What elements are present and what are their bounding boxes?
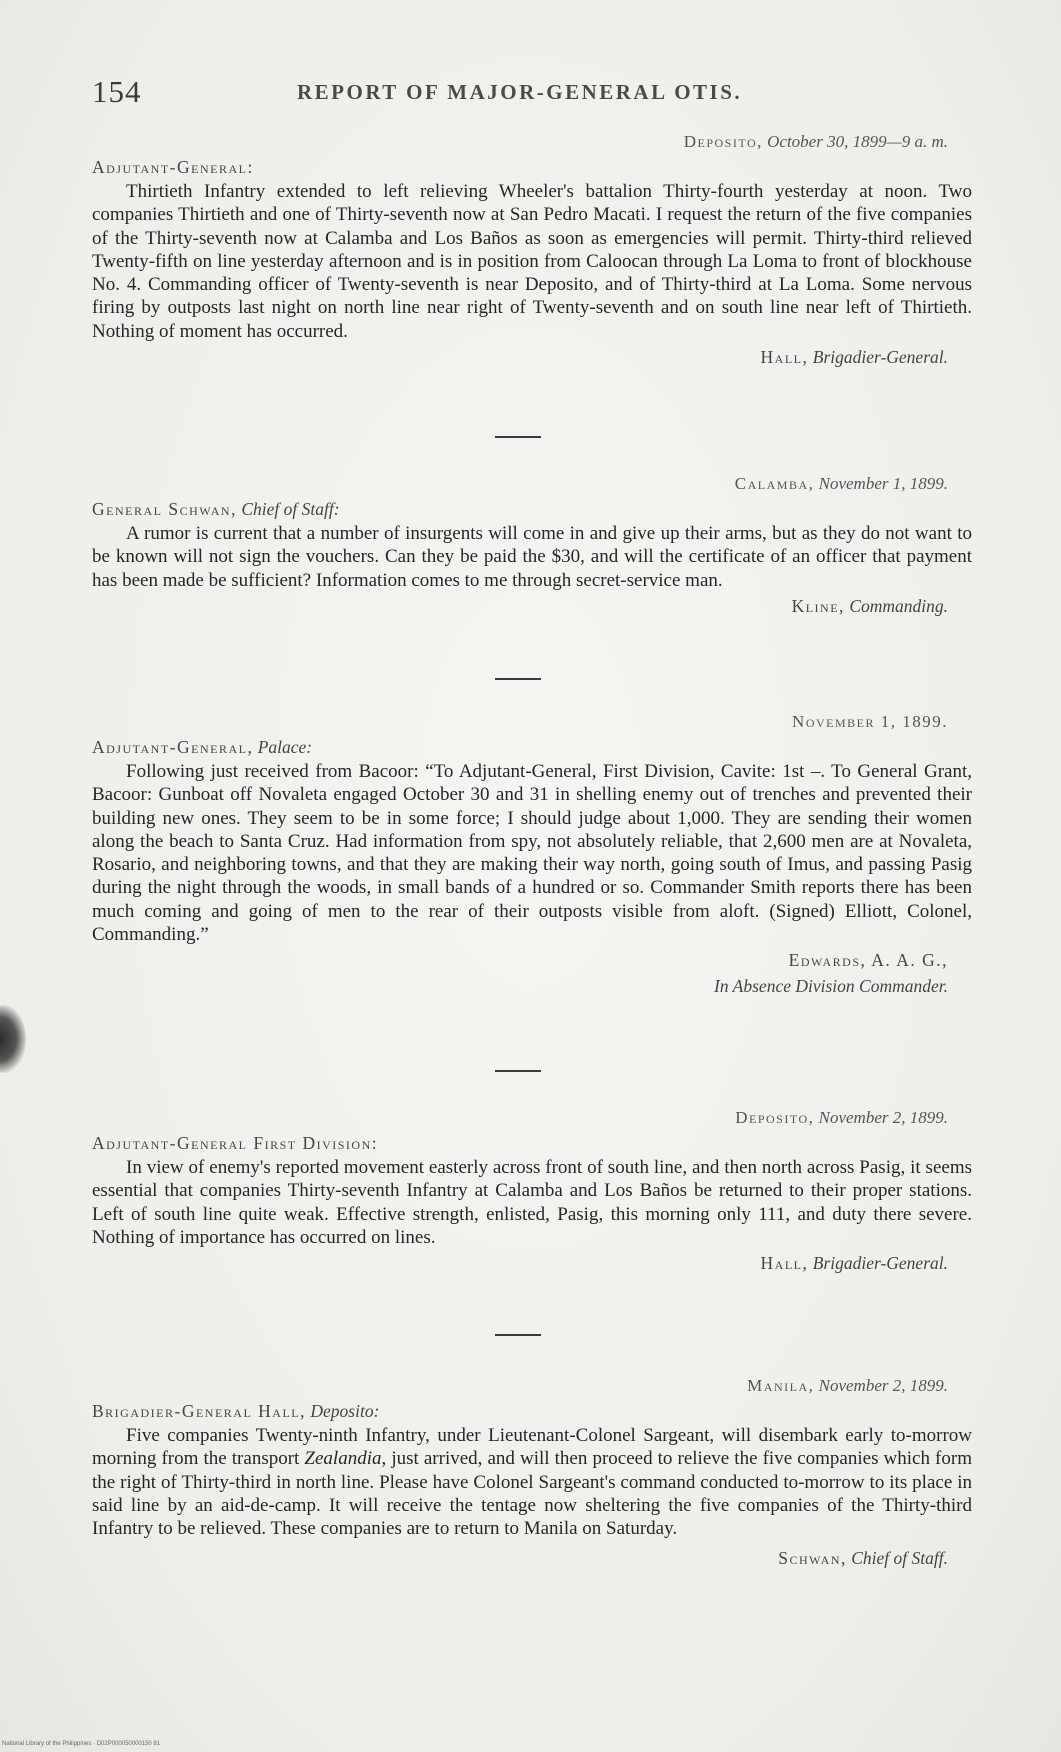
message-body: Following just received from Bacoor: “To Adjutant-General, First Division, Cavite: 1st –. To General Grant, Bacoor: Gunboat off Novaleta engaged October 30 and 31 in shelling enemy out of trenches and prevented their building new ones. They seem to be in some force; I should judge about 1,000. They are sending their women along the beach to Santa Cruz. Had information from spy, not absolutely reliable, that 2,600 men are at Novaleta, Rosario, and neighboring towns, and that they are making their way north, going south of Imus, and passing Pasig during the night through the woods, in small bands of a hundred or so. Commander Smith reports there has been much coming and going of men to the rear of their outposts visible from aloft. (Signed) Elliott, Colonel, Commanding.”: [92, 761, 972, 946]
signature: [92, 1546, 972, 1570]
section-divider: [495, 436, 541, 438]
message-body-part-2: , just arrived, and will then proceed to relieve the five companies which form the right of Thirty-third in north line. Please have Colonel Sargeant's command conducted to-morrow to its place in said line by an aid-de-camp. It will receive the tentage now sheltering the five companies of the Thirty-third Infantry to be relieved. These companies are to return to Manila on Saturday.: [92, 1448, 972, 1540]
signature-name: Schwan,: [778, 1548, 847, 1569]
signature-name: Hall,: [760, 347, 809, 368]
signature: [92, 1251, 972, 1275]
message-body: A rumor is current that a number of insurgents will come in and give up their arms, but as they do not want to be known will not sign the vouchers. Can they be paid the $30, and will the certificate of an officer that payment has been made be sufficient? Information comes to me through secret-service man.: [92, 523, 972, 591]
section-divider: [495, 678, 541, 680]
signature-title: Commanding.: [849, 595, 948, 616]
addressee-detail: Deposito:: [310, 1401, 380, 1421]
ship-name: Zealandia: [304, 1448, 382, 1470]
addressee-detail: Palace:: [257, 737, 313, 757]
telegram-2: [92, 470, 972, 618]
addressee: [92, 498, 972, 520]
addressee: [92, 1400, 972, 1422]
message-body: In view of enemy's reported movement easterly across front of south line, and then north across Pasig, it seems essential that companies Thirty-seventh Infantry at Calamba and Los Baños be returned to their proper stations. Left of south line quite weak. Effective strength, enlisted, Pasig, this morning only 111, and duty there severe. Nothing of importance has occurred on lines.: [92, 1157, 972, 1248]
signature: [92, 345, 972, 369]
dateline-place: Manila,: [747, 1376, 815, 1395]
addressee-detail: Chief of Staff:: [241, 499, 340, 519]
dateline-date: November 1, 1899.: [818, 474, 948, 493]
signature-title: In Absence Division Commander.: [714, 976, 948, 997]
message-body: Thirtieth Infantry extended to left relieving Wheeler's battalion Thirty-fourth yesterday at noon. Two companies Thirtieth and one of Thirty-seventh now at San Pedro Macati. I request the return of the five companies of the Thirty-seventh now at Calamba and Los Baños as soon as emergencies will permit. Thirty-third relieved Twenty-fifth on line yesterday afternoon and is in position from Caloocan through La Loma to front of blockhouse No. 4. Commanding officer of Twenty-seventh is near Deposito, and of Thirty-third at La Loma. Some nervous firing by outposts last night on north line near right of Twenty-seventh and on south line near left of Thirtieth. Nothing of moment has occurred.: [92, 181, 972, 342]
dateline-date: November 2, 1899.: [818, 1108, 948, 1127]
scan-footer-note: National Library of the Philippines · D02P000050000150 81: [2, 1741, 161, 1747]
telegram-5: [92, 1372, 972, 1570]
dateline-place: Deposito,: [735, 1108, 815, 1127]
dateline: [92, 1104, 972, 1132]
dateline-date: October 30, 1899—9 a. m.: [767, 132, 948, 151]
telegram-4: [92, 1104, 972, 1275]
dateline: [92, 1372, 972, 1400]
signature: [92, 594, 972, 618]
addressee-name: General Schwan,: [92, 499, 237, 519]
dateline: [92, 128, 972, 156]
signature-title: Chief of Staff.: [851, 1548, 948, 1569]
dateline-place: Calamba,: [734, 474, 815, 493]
addressee: [92, 1132, 972, 1154]
message-body-part-1: Five companies Twenty-ninth Infantry, under Lieutenant-Colonel Sargeant, will disembark early to-morrow morning from the transport: [92, 1425, 972, 1470]
dateline: [92, 470, 972, 498]
dateline-date: November 2, 1899.: [818, 1376, 948, 1395]
signature-name: Hall,: [760, 1253, 809, 1274]
message-body: [92, 1424, 972, 1540]
dateline-place: November 1, 1899.: [792, 712, 948, 731]
page-header: [92, 74, 972, 114]
section-divider: [495, 1334, 541, 1336]
signature: [92, 948, 972, 972]
addressee-name: Adjutant-General,: [92, 737, 254, 757]
addressee-name: Adjutant-General:: [92, 157, 254, 177]
signature-title: Brigadier-General.: [812, 347, 948, 368]
addressee: [92, 736, 972, 758]
dateline: [92, 708, 972, 736]
telegram-3: [92, 708, 972, 998]
running-head: REPORT OF MAJOR-GENERAL OTIS.: [297, 80, 743, 104]
signature-name: Edwards, A. A. G.,: [788, 950, 948, 971]
addressee: [92, 156, 972, 178]
dateline-place: Deposito,: [683, 132, 763, 151]
signature-name: Kline,: [791, 595, 845, 616]
scan-smudge: [0, 1005, 26, 1073]
addressee-name: Adjutant-General First Division:: [92, 1133, 379, 1153]
telegram-1: [92, 128, 972, 369]
page-number: 154: [92, 74, 142, 109]
signature-title: Brigadier-General.: [812, 1253, 948, 1274]
signature-line-2: [92, 974, 972, 998]
section-divider: [495, 1070, 541, 1072]
addressee-name: Brigadier-General Hall,: [92, 1401, 307, 1421]
